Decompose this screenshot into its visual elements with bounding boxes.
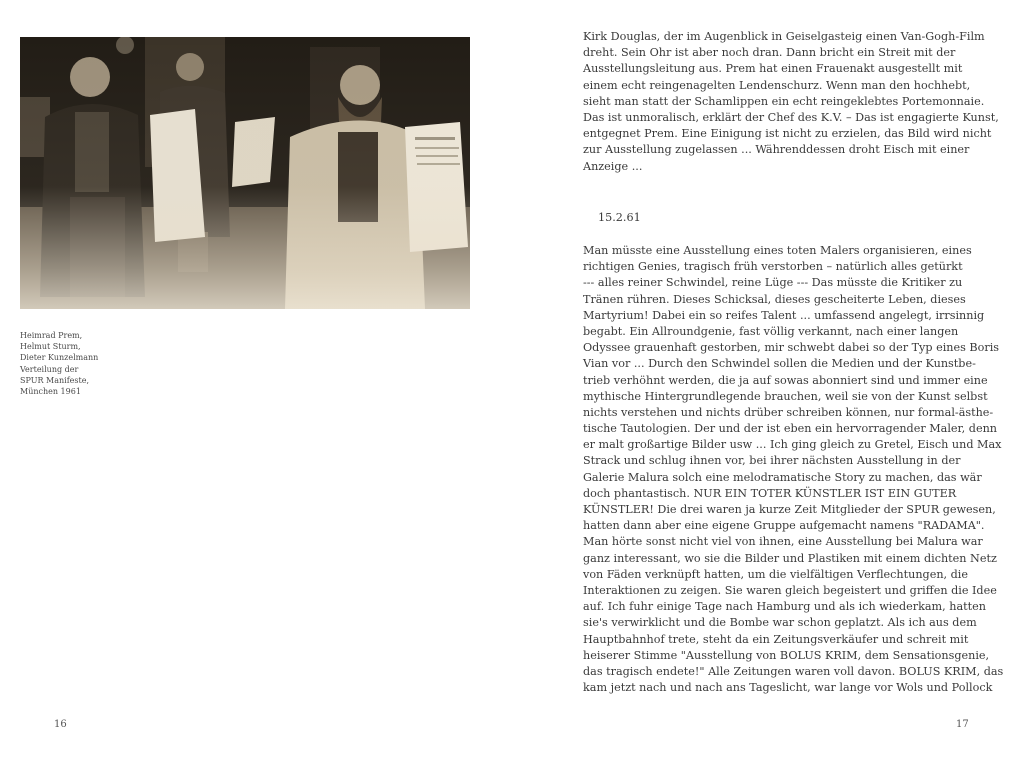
text-line: trieb verhöhnt werden, die ja auf sowas abonniert sind und immer eine <box>583 373 988 387</box>
text-line: tische Tautologien. Der und der ist eben ein hervorragender Maler, denn <box>583 422 997 436</box>
page-number-left: 16 <box>54 719 67 730</box>
text-line: Kirk Douglas, der im Augenblick in Geiselgasteig einen Van-Gogh-Film <box>583 30 985 43</box>
text-line: Das ist unmoralisch, erklärt der Chef des K.V. – Das ist engagierte Kunst, <box>583 110 999 124</box>
text-line: Strack und schlug ihnen vor, bei ihrer nächsten Ausstellung in der <box>583 454 961 468</box>
text-line: von Fäden verknüpft hatten, um die vielfältigen Verflechtungen, die <box>583 567 968 581</box>
text-line: --- alles reiner Schwindel, reine Lüge --- Das müsste die Kritiker zu <box>583 276 963 290</box>
text-line: sie's verwirklicht und die Bombe war schon geplatzt. Als ich aus dem <box>583 616 977 630</box>
caption-line: Helmut Sturm, <box>20 342 81 352</box>
text-line: auf. Ich fuhr einige Tage nach Hamburg und als ich wiederkam, hatten <box>583 600 986 614</box>
text-line: das tragisch endete!" Alle Zeitungen waren voll davon. BOLUS KRIM, das <box>583 664 1004 678</box>
text-line: einem echt reingenagelten Lendenschurz. Wenn man den hochhebt, <box>583 78 971 92</box>
photograph <box>20 37 470 309</box>
text-line: Tränen rühren. Dieses Schicksal, dieses gescheiterte Leben, dieses <box>583 292 966 306</box>
text-line: Anzeige ... <box>583 159 643 173</box>
text-line: Galerie Malura solch eine melodramatische Story zu machen, das wär <box>583 470 982 484</box>
text-line: Interaktionen zu zeigen. Sie waren gleich begeistert und griffen die Idee <box>583 583 997 597</box>
text-line: dreht. Sein Ohr ist aber noch dran. Dann bricht ein Streit mit der <box>583 46 956 60</box>
text-line: begabt. Ein Allroundgenie, fast völlig verkannt, nach einer langen <box>583 324 959 338</box>
text-line: kam jetzt nach und nach ans Tageslicht, war lange vor Wols und Pollock <box>583 681 993 695</box>
caption-line: Heimrad Prem, <box>20 331 83 340</box>
photo-illustration <box>20 37 470 309</box>
text-line: entgegnet Prem. Eine Einigung ist nicht zu erzielen, das Bild wird nicht <box>583 127 992 141</box>
text-line: Hauptbahnhof trete, steht da ein Zeitungsverkäufer und schreit mit <box>583 632 969 646</box>
text-line: nichts verstehen und nichts drüber schreiben können, nur formal-ästhe- <box>583 405 994 419</box>
paragraph-2 <box>583 243 1003 696</box>
text-line: Man hörte sonst nicht viel von ihnen, eine Ausstellung bei Malura war <box>583 535 983 549</box>
caption-line: Verteilung der <box>20 364 79 374</box>
right-page <box>510 0 1020 765</box>
text-line: Ausstellungsleitung aus. Prem hat einen Frauenakt ausgestellt mit <box>583 62 963 76</box>
text-line: hatten dann aber eine eigene Gruppe aufgemacht namens "RADAMA". <box>583 519 985 533</box>
paragraph-1 <box>583 29 1003 175</box>
text-line: mythische Hintergrundlegende brauchen, weil sie von der Kunst selbst <box>583 389 988 403</box>
text-line: er malt großartige Bilder usw ... Ich ging gleich zu Gretel, Eisch und Max <box>583 438 1002 452</box>
date-heading: 15.2.61 <box>598 211 641 224</box>
text-line: ganz interessant, wo sie die Bilder und Plastiken mit einem dichten Netz <box>583 551 997 565</box>
caption-line: München 1961 <box>20 387 81 397</box>
text-line: zur Ausstellung zugelassen ... Währenddessen droht Eisch mit einer <box>583 143 970 157</box>
text-line: Vian vor ... Durch den Schwindel sollen die Medien und der Kunstbe- <box>583 357 976 371</box>
page-number-right: 17 <box>956 719 969 730</box>
text-line: sieht man statt der Schamlippen ein echt reingeklebtes Portemonnaie. <box>583 94 985 108</box>
text-line: KÜNSTLER! Die drei waren ja kurze Zeit Mitglieder der SPUR gewesen, <box>583 503 996 516</box>
text-line: Martyrium! Dabei ein so reifes Talent ... umfassend angelegt, irrsinnig <box>583 308 985 322</box>
text-line: doch phantastisch. NUR EIN TOTER KÜNSTLER IST EIN GUTER <box>583 486 957 500</box>
caption-line: SPUR Manifeste, <box>20 375 89 385</box>
text-line: heiserer Stimme "Ausstellung von BOLUS KRIM, dem Sensationsgenie, <box>583 648 990 662</box>
text-line: Odyssee grauenhaft gestorben, mir schwebt dabei so der Typ eines Boris <box>583 341 1000 355</box>
text-line: Man müsste eine Ausstellung eines toten Malers organisieren, eines <box>583 244 972 257</box>
photo-caption <box>20 330 160 397</box>
text-line: richtigen Genies, tragisch früh verstorben – natürlich alles getürkt <box>583 260 963 274</box>
caption-line: Dieter Kunzelmann <box>20 353 99 363</box>
